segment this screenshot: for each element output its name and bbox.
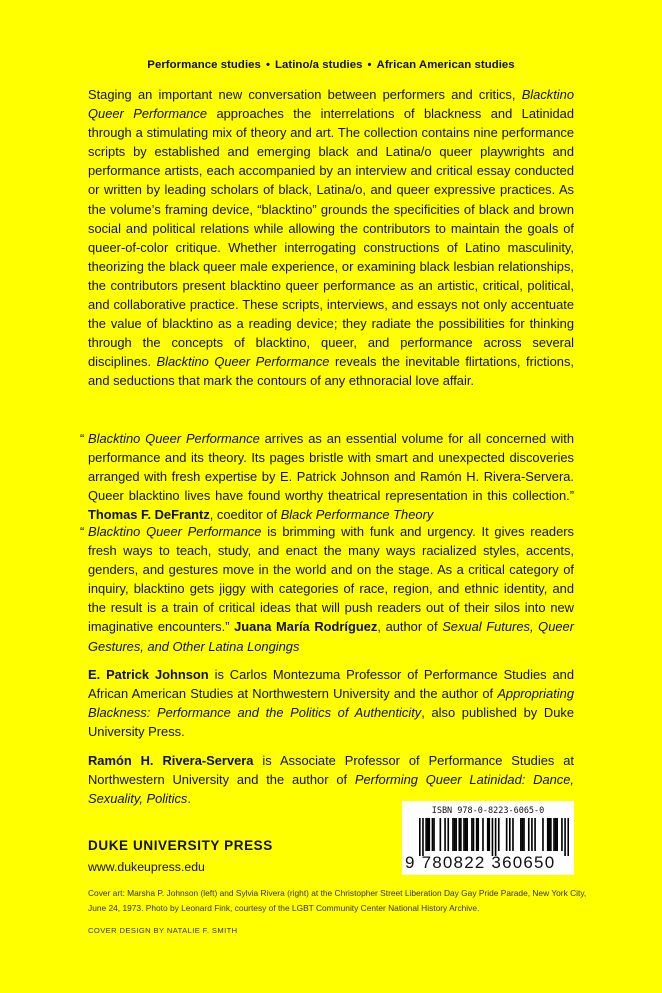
barcode-bar [455,818,457,851]
editor-work: Appropriating Blackness: Performance and the Politics of Authenticity [88,686,574,721]
barcode-bar [548,818,550,851]
book-title: Blacktino Queer Performance [88,524,262,539]
endorser-name: Juana María Rodríguez [234,619,378,635]
barcode-bar [447,818,449,851]
barcode-bar [556,818,558,851]
publisher-name: DUKE UNIVERSITY PRESS [88,838,273,853]
category-separator: • [265,59,270,71]
endorser-affiliation: , coeditor of [209,507,281,523]
barcode-bar [444,818,446,851]
description-text: approaches the interrelations of blackness and Latinidad through a stimulating mix of theory and art. The collection contains nine performance scripts by established and emerging black and Latina/o queer playwrights and performance artists, each accompanied by an interview and critical essay conducted or written by leading scholars of black, Latina/o, and queer expressive practices. As the volume’s framing device, “blacktino” grounds the specificities of black and brown social and political relations while allowing the contributors to maintain the goals of queer-of-color critique. Whether interrogating constructions of Latino masculinity, theorizing the black queer male experience, or examining black lesbian relationships, the contributors present blacktino queer performance as an artistic, critical, political, and collaborative practice. These scripts, interviews, and essays not only accentuate the value of blacktino as a reading device; they radiate the possibilities for thinking through the concepts of blacktino, queer, and performance across several disciplines. [88,106,575,370]
category-performance-studies: Performance studies [147,59,261,71]
barcode-bar [509,818,511,851]
barcode-bars [419,818,569,856]
editor-bio-johnson [88,665,574,741]
endorser-work: Black Performance Theory [280,507,434,523]
book-description [88,85,574,391]
barcode-bar [567,818,569,856]
barcode-bar [553,818,555,851]
barcode-bar [466,818,468,851]
barcode-bar [520,818,522,851]
book-title: Blacktino Queer Performance [156,354,330,370]
book-title: Blacktino Queer Performance [88,431,260,446]
barcode-bar [512,818,514,851]
category-latino-studies: Latino/a studies [274,59,363,71]
barcode-bar [477,818,479,851]
open-quote: “ [80,524,85,539]
barcode-bar [422,818,424,856]
description-text: reveals the inevitable flirtations, frictions, and seductions that mark the contours of any ethnoracial love affair. [88,354,574,389]
editor-name: E. Patrick Johnson [88,667,209,682]
barcode-bar [495,818,497,856]
barcode-bar [440,818,442,851]
category-african-american-studies: African American studies [376,59,515,71]
barcode-bar [550,818,552,851]
barcode-bar [528,818,530,851]
barcode-bar [428,818,430,851]
barcode-bar [458,818,460,851]
barcode-bar [460,818,462,851]
barcode-bar [452,818,454,851]
barcode-bar [531,818,533,851]
barcode-bar [564,818,566,856]
barcode-bar [492,818,494,856]
endorser-affiliation: , author of [377,619,443,635]
barcode-bar [454,818,456,851]
barcode-bar [427,818,429,851]
barcode-bar [542,818,544,851]
barcode-bar [463,818,465,851]
barcode-bar [522,818,524,851]
editor-bio-rivera-servera [88,751,574,808]
barcode-bar [419,818,421,856]
barcode-bar [473,818,475,851]
barcode-bar [523,818,525,851]
barcode-bar [476,818,478,851]
barcode-bar [547,818,549,851]
category-separator: • [367,59,372,71]
endorsement-rodriguez [80,522,574,656]
barcode-bar [487,818,489,851]
barcode-bar [432,818,434,851]
ean-digits: 9 780822 360650 [405,853,556,872]
publisher-url: www.dukeupress.edu [88,860,205,874]
book-title: Blacktino Queer Performance [88,87,574,122]
endorser-work: Sexual Futures, Queer Gestures, and Other Latina Longings [88,619,574,654]
barcode-bar [555,818,557,851]
barcode-bar [465,818,467,851]
open-quote: “ [80,431,85,446]
editor-work: Performing Queer Latinidad: Dance, Sexuality, Politics [88,772,574,807]
barcode-bar [488,818,490,851]
bio-text: is Associate Professor of Performance Studies at Northwestern University and the author of [88,753,574,788]
subject-categories [0,59,662,71]
barcode-bar [561,818,563,851]
barcode-bar [534,818,536,851]
endorsement-text: arrives as an essential volume for all concerned with performance and its theory. Its pages bristle with smart and unexpected discoveries arranged with fresh expertise by E. Patrick Johnson and Ramón H. Rivera-Servera. Queer blacktino lives have found worthy theatrical representation in this collection.” [88,431,574,504]
editor-name: Ramón H. Rivera-Servera [88,753,254,768]
description-text: Staging an important new conversation between performers and critics, [88,87,522,102]
barcode-bar [425,818,427,851]
bio-text: is Carlos Montezuma Professor of Performance Studies and African American Studies at Northwestern University and the author of [88,667,574,702]
cover-design-credit: COVER DESIGN BY NATALIE F. SMITH [88,926,238,935]
barcode-bar [482,818,484,851]
endorser-name: Thomas F. DeFrantz [88,507,210,523]
bio-text: . [187,791,191,807]
endorsement-text: is brimming with funk and urgency. It gives readers fresh ways to teach, study, and enact the many ways racialized styles, accents, genders, and gestures move in the world and on the stage. As a critical category of inquiry, blacktino gets jiggy with categories of race, region, and ethnic identity, and the result is a train of critical ideas that will push readers out of their silos into new imaginative encounters.” [88,524,574,635]
barcode-bar [506,818,508,851]
endorsement-defrantz [80,429,574,524]
cover-art-credit: Cover art: Marsha P. Johnson (left) and Sylvia Rivera (right) at the Christopher Street Liberation Day Gay Pride Parade, New York City, June 24, 1973. Photo by Leonard Fink, courtesy of the LGBT Community Center National History Archive. [88,888,587,913]
isbn-barcode [402,801,574,875]
barcode-bar [498,818,500,851]
barcode-bar [471,818,473,851]
bio-text: , also published by Duke University Press. [88,705,574,740]
barcode-bar [433,818,435,851]
isbn-label: ISBN 978-0-8223-6065-0 [431,806,545,816]
